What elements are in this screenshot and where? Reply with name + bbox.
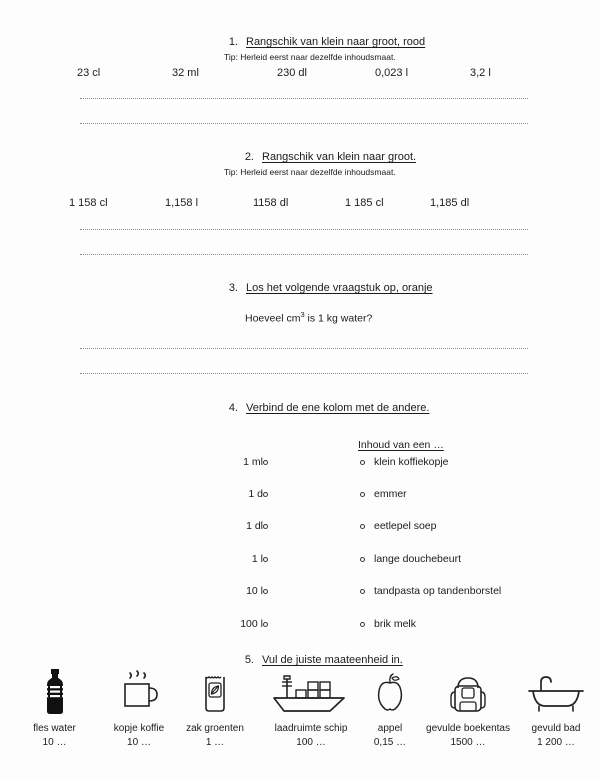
exercise-5-heading (238, 654, 403, 666)
water-bottle-icon-svg (40, 668, 70, 716)
vegetable-bag-icon-svg (193, 668, 237, 716)
exercise-1-number: 1. (228, 36, 238, 48)
icon-value: 0,15 … (373, 737, 407, 748)
exercise-2-value-4: 1 185 cl (345, 197, 384, 209)
exercise-3-answer-line-1[interactable] (80, 347, 528, 349)
exercise-1-answer-line-1[interactable] (80, 97, 528, 99)
apple-icon-svg (370, 668, 410, 716)
match-right-bullet[interactable] (360, 524, 365, 529)
exercise-1-answer-line-2[interactable] (80, 122, 528, 124)
exercise-3-heading (222, 282, 433, 294)
icon-cell-gevuld-bad (512, 668, 600, 748)
coffee-cup-icon (96, 668, 182, 716)
question-exponent: 3 (300, 310, 305, 319)
match-right-label: eetlepel soep (374, 520, 437, 532)
match-row (0, 456, 600, 470)
icon-value: 10 … (127, 737, 151, 748)
match-left-label: 1 dl (246, 520, 263, 532)
exercise-1-value-2: 32 ml (172, 67, 199, 79)
match-left-bullet[interactable] (263, 622, 268, 627)
icon-value: 10 … (42, 737, 67, 748)
cargo-ship-icon-svg (268, 668, 354, 716)
exercise-4-title: Verbind de ene kolom met de andere. (246, 402, 430, 414)
vegetable-bag-icon (173, 668, 257, 716)
exercise-3-number: 3. (228, 282, 238, 294)
match-right-bullet[interactable] (360, 622, 365, 627)
match-right-label: klein koffiekopje (374, 456, 449, 468)
match-left-label: 10 l (246, 585, 263, 597)
match-right-bullet[interactable] (360, 492, 365, 497)
icon-cell-appel (360, 668, 420, 748)
match-row (0, 585, 600, 599)
match-right-bullet[interactable] (360, 557, 365, 562)
icon-label: laadruimte schip (274, 723, 348, 734)
exercise-1-heading (222, 36, 425, 48)
exercise-2-answer-line-1[interactable] (80, 228, 528, 230)
exercise-2-value-5: 1,185 dl (430, 197, 470, 209)
exercise-2-value-3: 1158 dl (253, 197, 289, 209)
exercise-2-number: 2. (244, 151, 254, 163)
exercise-3-title: Los het volgende vraagstuk op, oranje (246, 282, 433, 294)
exercise-3-answer-line-2[interactable] (80, 372, 528, 374)
exercise-2-tip: Tip: Herleid eerst naar dezelfde inhoudsmaat. (224, 167, 396, 177)
coffee-cup-icon-svg (115, 668, 163, 716)
exercise-4-number: 4. (228, 402, 238, 414)
match-left-bullet[interactable] (263, 589, 268, 594)
exercise-4-heading (222, 402, 429, 414)
match-right-label: emmer (374, 488, 407, 500)
match-left-bullet[interactable] (263, 557, 268, 562)
question-suffix: is 1 kg water? (304, 312, 373, 325)
match-row (0, 618, 600, 632)
match-row (0, 520, 600, 534)
icon-value: 100 … (296, 737, 326, 748)
match-row (0, 488, 600, 502)
icon-value: 1 200 … (537, 737, 575, 748)
exercise-1-tip: Tip: Herleid eerst naar dezelfde inhoudsmaat. (224, 52, 396, 62)
exercise-1-title: Rangschik van klein naar groot, rood (246, 36, 426, 48)
icon-cell-laadruimte-schip (252, 668, 370, 748)
match-row (0, 553, 600, 567)
icon-label: fles water (33, 723, 76, 734)
icon-label: kopje koffie (113, 723, 165, 734)
cargo-ship-icon (252, 668, 370, 716)
icon-label: gevuld bad (531, 723, 581, 734)
icon-label: appel (377, 723, 403, 734)
match-right-label: brik melk (374, 618, 417, 630)
icon-label: gevulde boekentas (426, 723, 510, 734)
bathtub-icon (512, 668, 600, 716)
match-left-bullet[interactable] (263, 460, 268, 465)
backpack-icon (414, 668, 522, 716)
apple-icon (360, 668, 420, 716)
match-right-label: tandpasta op tandenborstel (374, 585, 502, 597)
question-prefix: Hoeveel cm (245, 312, 301, 325)
exercise-2-title: Rangschik van klein naar groot. (262, 151, 417, 163)
exercise-1-value-1: 23 cl (77, 67, 101, 79)
icon-cell-fles-water (12, 668, 97, 748)
exercise-5-title: Vul de juiste maateenheid in. (262, 654, 403, 666)
water-bottle-icon (12, 668, 97, 716)
icon-cell-zak-groenten (173, 668, 257, 748)
icon-value: 1 … (205, 737, 225, 748)
match-left-bullet[interactable] (263, 492, 268, 497)
icon-cell-gevulde-boekentas (414, 668, 522, 748)
exercise-1-value-3: 230 dl (277, 67, 307, 79)
match-left-label: 1 d (248, 488, 263, 500)
icon-cell-kopje-koffie (96, 668, 182, 748)
match-left-bullet[interactable] (263, 524, 268, 529)
bathtub-icon-svg (521, 668, 591, 716)
exercise-5-icon-strip (0, 668, 600, 780)
match-left-label: 1 l (251, 553, 263, 565)
exercise-5-number: 5. (244, 654, 254, 666)
backpack-icon-svg (443, 668, 493, 716)
exercise-2-heading (238, 151, 416, 163)
exercise-1-value-5: 3,2 l (470, 67, 491, 79)
exercise-4-right-column-title: Inhoud van een … (358, 439, 444, 451)
match-right-label: lange douchebeurt (374, 553, 461, 565)
match-left-label: 100 l (240, 618, 263, 630)
exercise-2-value-2: 1,158 l (165, 197, 199, 209)
match-right-bullet[interactable] (360, 589, 365, 594)
icon-value: 1500 … (450, 737, 486, 748)
match-left-label: 1 ml (243, 456, 263, 468)
match-right-bullet[interactable] (360, 460, 365, 465)
exercise-3-question (245, 310, 372, 325)
exercise-2-answer-line-2[interactable] (80, 253, 528, 255)
icon-label: zak groenten (186, 723, 244, 734)
exercise-1-value-4: 0,023 l (375, 67, 409, 79)
exercise-2-value-1: 1 158 cl (69, 197, 108, 209)
